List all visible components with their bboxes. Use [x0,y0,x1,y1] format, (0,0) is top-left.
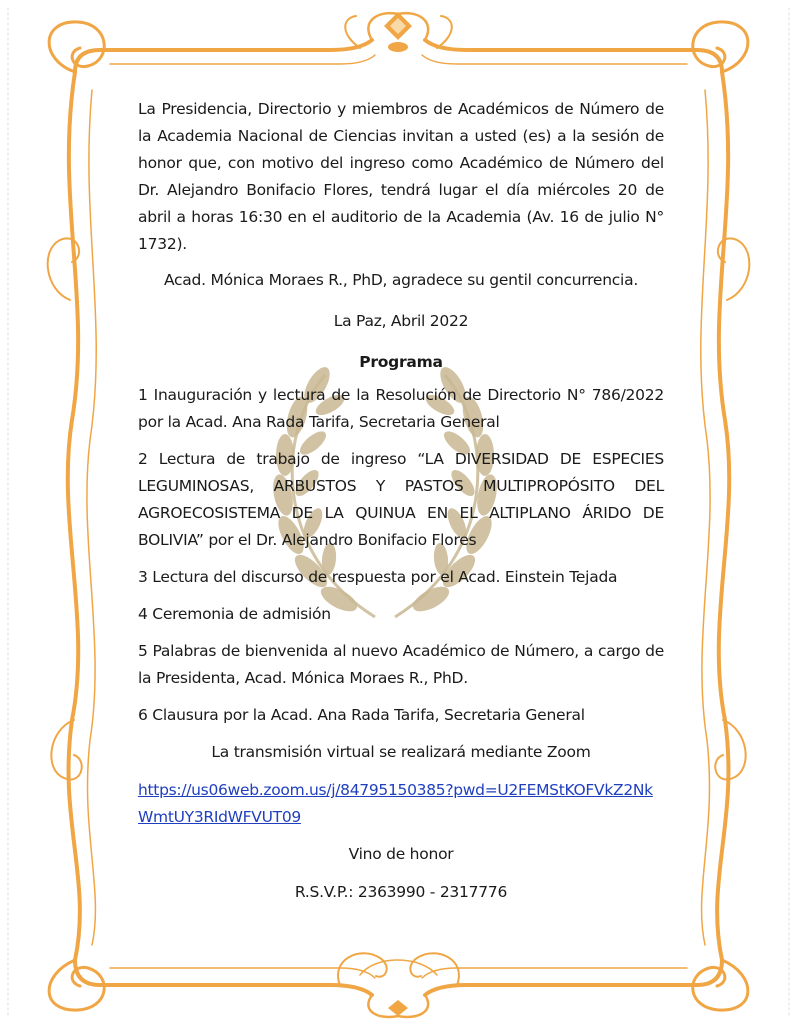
invitation-content [138,96,664,917]
stream-note: La transmisión virtual se realizará mediante Zoom [211,743,591,761]
program-title: Programa [359,353,443,371]
program-item-1: 1 Inauguración y lectura de la Resolución de Directorio N° 786/2022 por la Acad. Ana Rada Tarifa, Secretaria General [138,386,664,431]
reception-line: Vino de honor [348,845,454,863]
zoom-link[interactable]: https://us06web.zoom.us/j/84795150385?pwd=U2FEMStKOFVkZ2NkWmtUY3RIdWFVUT09 [138,781,653,826]
program-item-2: 2 Lectura de trabajo de ingreso “LA DIVERSIDAD DE ESPECIES LEGUMINOSAS, ARBUSTOS Y PASTOS MULTIPROPÓSITO DEL AGROECOSISTEMA DE LA QUINUA EN EL ALTIPLANO ÁRIDO DE BOLIVIA” por el Dr. Alejandro Bonifacio Flores [138,450,664,549]
program-item-4: 4 Ceremonia de admisión [138,605,331,623]
program-item-3: 3 Lectura del discurso de respuesta por el Acad. Einstein Tejada [138,568,618,586]
program-item-5: 5 Palabras de bienvenida al nuevo Académico de Número, a cargo de la Presidenta, Acad. Mónica Moraes R., PhD. [138,642,664,687]
place-date: La Paz, Abril 2022 [333,312,469,330]
rsvp-line: R.S.V.P.: 2363990 - 2317776 [294,883,508,901]
invitation-body: La Presidencia, Directorio y miembros de Académicos de Número de la Academia Nacional de Ciencias invitan a usted (es) a la sesión de honor que, con motivo del ingreso como Académico de Número del Dr. Alejandro Bonifacio Flores, tendrá lugar el día miércoles 20 de abril a horas 16:30 en el auditorio de la Academia (Av. 16 de julio N° 1732). [138,100,664,253]
thanks-line: Acad. Mónica Moraes R., PhD, agradece su gentil concurrencia. [163,271,639,289]
program-item-6: 6 Clausura por la Acad. Ana Rada Tarifa, Secretaria General [138,706,585,724]
